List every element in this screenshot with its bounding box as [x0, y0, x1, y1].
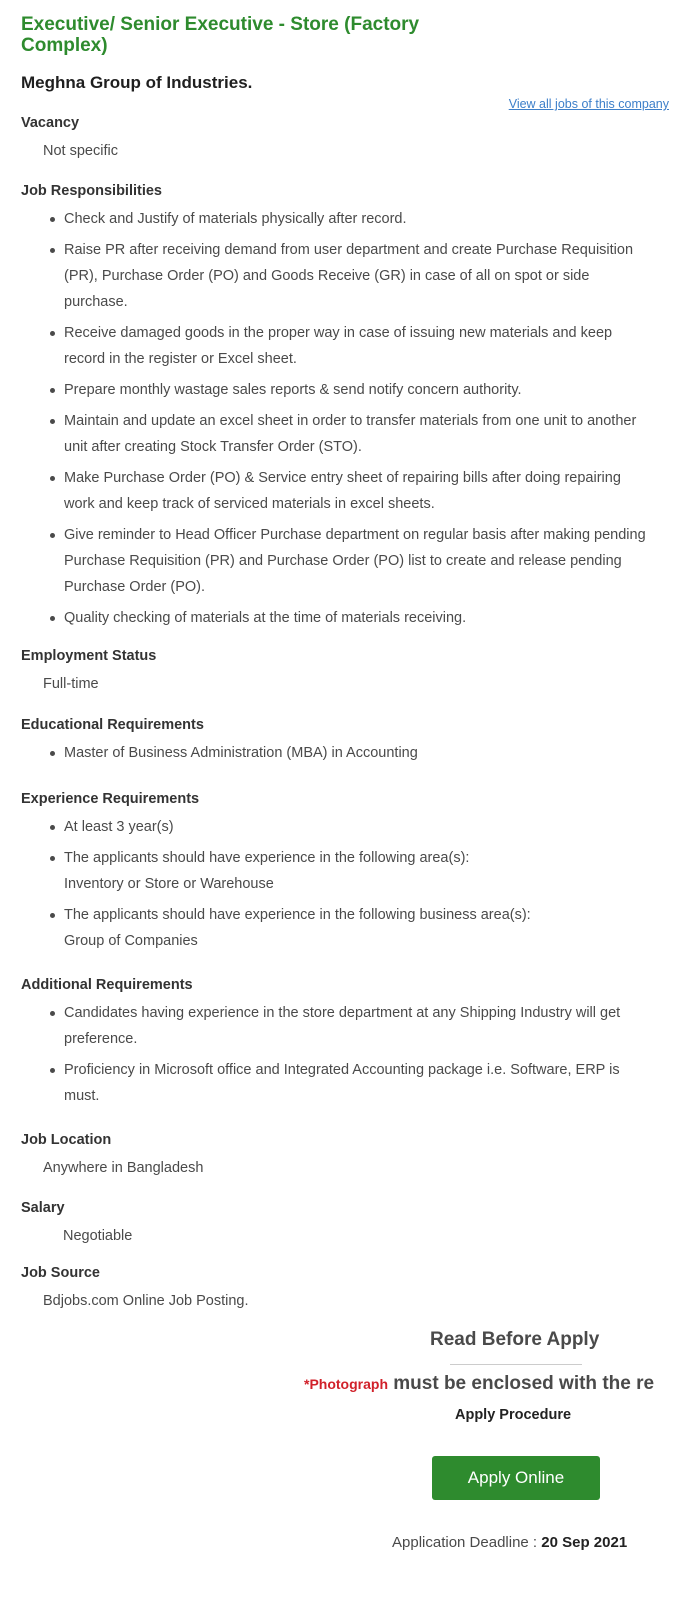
job-location-heading: Job Location: [21, 1132, 112, 1148]
photograph-notice-text: must be enclosed with the re: [388, 1373, 655, 1394]
list-item: Make Purchase Order (PO) & Service entry sheet of repairing bills after doing repairing work and keep track of serviced materials in excel sheets.: [64, 465, 654, 517]
deadline-label: Application Deadline :: [392, 1534, 542, 1551]
apply-procedure-heading: Apply Procedure: [455, 1407, 572, 1423]
list-item: Check and Justify of materials physically after record.: [64, 206, 654, 232]
salary-heading: Salary: [21, 1200, 65, 1216]
view-all-jobs-link[interactable]: View all jobs of this company: [508, 97, 669, 111]
experience-section: [0, 790, 686, 960]
experience-list: [0, 818, 654, 963]
salary-value: Negotiable: [63, 1228, 133, 1244]
additional-requirements-heading: Additional Requirements: [21, 977, 193, 993]
list-item: Maintain and update an excel sheet in order to transfer materials from one unit to another unit after creating Stock Transfer Order (STO).: [64, 408, 654, 460]
list-item: At least 3 year(s): [64, 814, 654, 840]
experience-heading: Experience Requirements: [21, 791, 200, 807]
job-location-section: [0, 1131, 686, 1181]
experience-area-value: Inventory or Store or Warehouse: [64, 876, 274, 892]
list-item: Raise PR after receiving demand from user department and create Purchase Requisition (PR), Purchase Order (PO) and Goods Receive (GR) in case of all on spot or side purchase.: [64, 237, 654, 315]
apply-online-button[interactable]: Apply Online: [432, 1456, 600, 1500]
photograph-notice: [304, 1371, 654, 1397]
job-source-heading: Job Source: [21, 1265, 100, 1281]
deadline-date: 20 Sep 2021: [541, 1534, 628, 1551]
additional-requirements-list: [0, 1004, 654, 1118]
employment-status-section: [0, 647, 686, 697]
list-item: Candidates having experience in the store department at any Shipping Industry will get preference.: [64, 1000, 654, 1052]
vacancy-heading: Vacancy: [21, 115, 80, 131]
list-item: Proficiency in Microsoft office and Integrated Accounting package i.e. Software, ERP is must.: [64, 1057, 654, 1109]
company-name: Meghna Group of Industries.: [21, 73, 253, 92]
responsibilities-section: [0, 182, 686, 632]
vacancy-value: Not specific: [43, 143, 118, 159]
additional-requirements-section: [0, 976, 686, 1116]
education-list: [0, 744, 654, 775]
job-location-value: Anywhere in Bangladesh: [43, 1160, 204, 1176]
job-source-value: Bdjobs.com Online Job Posting.: [43, 1293, 249, 1309]
list-item: Master of Business Administration (MBA) in Accounting: [64, 740, 654, 766]
vacancy-section: [0, 114, 686, 164]
salary-section: [0, 1199, 686, 1249]
list-item: Receive damaged goods in the proper way in case of issuing new materials and keep record in the register or Excel sheet.: [64, 320, 654, 372]
list-item: Quality checking of materials at the time of materials receiving.: [64, 605, 654, 631]
list-item: Prepare monthly wastage sales reports & send notify concern authority.: [64, 377, 654, 403]
list-item: Give reminder to Head Officer Purchase department on regular basis after making pending Purchase Requisition (PR) and Purchase Order (PO) list to create and release pending Purchase Order (PO).: [64, 522, 654, 600]
job-source-section: [0, 1264, 686, 1314]
list-item: [64, 845, 654, 897]
responsibilities-heading: Job Responsibilities: [21, 183, 162, 199]
responsibilities-list: [0, 210, 654, 640]
divider: [450, 1364, 582, 1365]
education-section: [0, 716, 686, 776]
experience-business-area-value: Group of Companies: [64, 933, 198, 949]
employment-status-value: Full-time: [43, 676, 99, 692]
list-item: [64, 902, 654, 954]
experience-area-label: The applicants should have experience in the following area(s):: [64, 850, 470, 866]
read-before-apply-heading: Read Before Apply: [430, 1329, 600, 1350]
education-heading: Educational Requirements: [21, 717, 204, 733]
job-title: Executive/ Senior Executive - Store (Factory Complex): [21, 14, 420, 56]
photograph-required-label: *Photograph: [304, 1376, 388, 1392]
employment-status-heading: Employment Status: [21, 648, 157, 664]
application-deadline: [392, 1533, 627, 1553]
experience-business-area-label: The applicants should have experience in the following business area(s):: [64, 907, 531, 923]
